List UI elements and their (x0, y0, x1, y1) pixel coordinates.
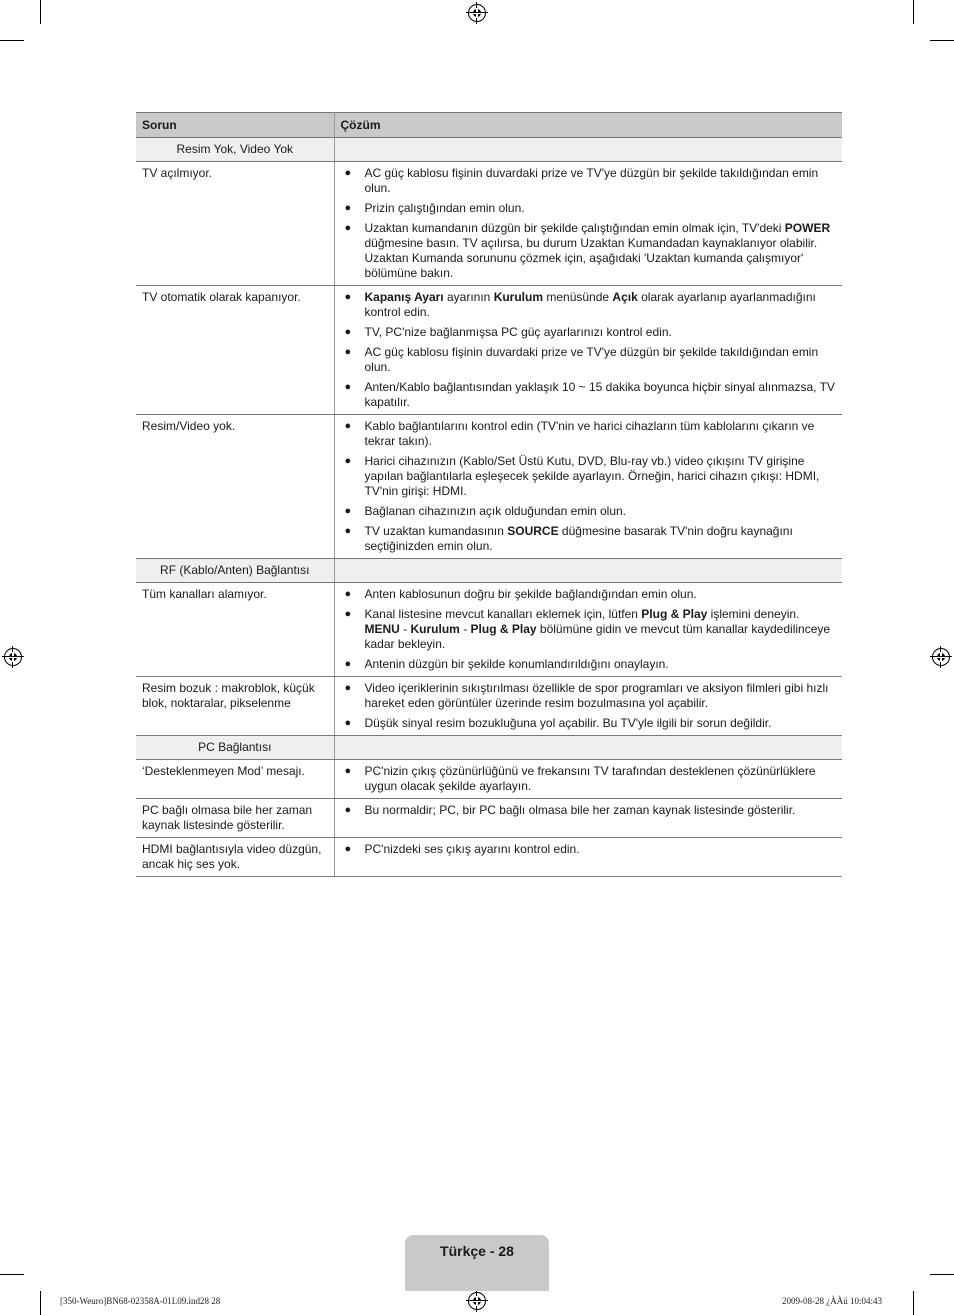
bullet-icon: ● (344, 381, 352, 393)
crop-mark (0, 1274, 24, 1275)
table-row (136, 799, 842, 838)
bullet-icon: ● (344, 202, 352, 214)
crop-mark (913, 1291, 914, 1315)
bullet-icon: ● (344, 765, 352, 777)
bullet-icon: ● (344, 608, 352, 620)
table-body (136, 138, 842, 877)
solution-item (341, 345, 837, 375)
solution-bold-text: SOURCE (507, 524, 559, 538)
solution-text: Antenin düzgün bir şekilde konumlandırıldığını onaylayın. (364, 657, 669, 671)
bullet-icon: ● (344, 682, 352, 694)
section-title: RF (Kablo/Anten) Bağlantısı (136, 559, 334, 583)
solution-text: TV, PC'nize bağlanmışsa PC güç ayarlarınızı kontrol edin. (364, 325, 672, 339)
registration-mark-icon (468, 1292, 486, 1310)
problem-cell: PC bağlı olmasa bile her zaman kaynak listesinde gösterilir. (136, 799, 334, 838)
problem-cell: TV otomatik olarak kapanıyor. (136, 286, 334, 415)
registration-mark-icon (468, 4, 486, 22)
solution-item (341, 504, 837, 519)
solution-list (341, 419, 837, 554)
solution-cell (334, 415, 842, 559)
solution-text: düğmesine basın. TV açılırsa, bu durum Uzaktan Kumandadan kaynaklanıyor olabilir. Uzaktan Kumanda sorununu çözmek için, aşağıdaki 'Uzaktan kumanda çalışmıyor' bölümüne bakın. (364, 236, 818, 280)
bullet-icon: ● (344, 222, 352, 234)
solution-item (341, 764, 837, 794)
solution-text: bölümüne gidin ve mevcut tüm kanallar kaydedilinceye kadar bekleyin. (364, 622, 831, 651)
solution-text: düğmesine basarak TV'nin doğru kaynağını seçtiğinizden emin olun. (364, 524, 793, 553)
page-number-tab (405, 1235, 549, 1291)
section-empty-cell (334, 559, 842, 583)
table-row (136, 162, 842, 286)
crop-mark (40, 0, 41, 24)
bullet-icon: ● (344, 717, 352, 729)
crop-mark (0, 40, 24, 41)
solution-item (341, 166, 837, 196)
solution-cell (334, 760, 842, 799)
troubleshooting-table (136, 112, 842, 877)
header-problem: Sorun (136, 113, 334, 138)
solution-text: ayarının (443, 290, 494, 304)
header-solution: Çözüm (334, 113, 842, 138)
bullet-icon: ● (344, 658, 352, 670)
section-row (136, 559, 842, 583)
solution-list (341, 764, 837, 794)
bullet-icon: ● (344, 525, 352, 537)
solution-bold-text: Kurulum (493, 290, 544, 304)
imprint-left: [350-Weuro]BN68-02358A-01L09.ind28 28 (60, 1296, 221, 1306)
solution-cell (334, 799, 842, 838)
solution-text: Düşük sinyal resim bozukluğuna yol açabilir. Bu TV'yle ilgili bir sorun değildir. (364, 716, 772, 730)
solution-bold-text: Plug & Play (470, 622, 537, 636)
solution-list (341, 166, 837, 281)
solution-list (341, 290, 837, 410)
table-row (136, 583, 842, 677)
table-row (136, 760, 842, 799)
solution-bold-text: MENU (364, 622, 400, 636)
solution-list (341, 803, 837, 818)
solution-item (341, 419, 837, 449)
solution-bold-text: Plug & Play (641, 607, 708, 621)
crop-mark (913, 0, 914, 24)
solution-bold-text: Açık (612, 290, 638, 304)
bullet-icon: ● (344, 455, 352, 467)
registration-mark-icon (932, 648, 950, 666)
solution-text: Uzaktan kumandanın düzgün bir şekilde çalıştığından emin olmak için, TV'deki (364, 221, 785, 235)
solution-item (341, 716, 837, 731)
solution-cell (334, 286, 842, 415)
solution-item (341, 454, 837, 499)
solution-item (341, 290, 837, 320)
solution-item (341, 842, 837, 857)
solution-cell (334, 838, 842, 877)
solution-text: olarak ayarlanıp ayarlanmadığını kontrol edin. (364, 290, 816, 319)
section-row (136, 736, 842, 760)
problem-cell: ‘Desteklenmeyen Mod’ mesajı. (136, 760, 334, 799)
problem-cell: Resim/Video yok. (136, 415, 334, 559)
solution-text: Anten/Kablo bağlantısından yaklaşık 10 ~ 15 dakika boyunca hiçbir sinyal alınmazsa, TV kapatılır. (364, 380, 835, 409)
solution-bold-text: Kurulum (410, 622, 460, 636)
solution-item (341, 380, 837, 410)
solution-text: AC güç kablosu fişinin duvardaki prize ve TV'ye düzgün bir şekilde takıldığından emin olun. (364, 345, 819, 374)
solution-text: Kablo bağlantılarını kontrol edin (TV'nin ve harici cihazların tüm kablolarını çıkarın ve tekrar takın). (364, 419, 815, 448)
solution-text: işlemini deneyin. (707, 607, 800, 621)
bullet-icon: ● (344, 420, 352, 432)
bullet-icon: ● (344, 326, 352, 338)
solution-item (341, 607, 837, 652)
imprint-right: 2009-08-28 ¿ÀÀü 10:04:43 (782, 1296, 882, 1306)
solution-bold-text: POWER (784, 221, 831, 235)
solution-list (341, 587, 837, 672)
solution-item (341, 201, 837, 216)
bullet-icon: ● (344, 346, 352, 358)
table-row (136, 415, 842, 559)
solution-item (341, 221, 837, 281)
solution-cell (334, 162, 842, 286)
bullet-icon: ● (344, 505, 352, 517)
bullet-icon: ● (344, 588, 352, 600)
solution-text: Prizin çalıştığından emin olun. (364, 201, 525, 215)
solution-text: Harici cihazınızın (Kablo/Set Üstü Kutu, DVD, Blu-ray vb.) video çıkışını TV girişine yapılan bağlantılarla eşleşecek şekilde ayarlayın. Örneğin, harici cihazın çıkışı: HDMI, TV'nin girişi: HDMI. (364, 454, 820, 498)
solution-text: AC güç kablosu fişinin duvardaki prize ve TV'ye düzgün bir şekilde takıldığından emin olun. (364, 166, 819, 195)
problem-cell: Tüm kanalları alamıyor. (136, 583, 334, 677)
solution-text: TV uzaktan kumandasının (364, 524, 508, 538)
problem-cell: TV açılmıyor. (136, 162, 334, 286)
solution-text: Video içeriklerinin sıkıştırılması özellikle de spor programları ve aksiyon filmleri gibi hızlı hareket eden görüntüler üzerinde resim bozulmasına yol açabilir. (364, 681, 829, 710)
table-row (136, 286, 842, 415)
registration-mark-icon (4, 648, 22, 666)
solution-item (341, 325, 837, 340)
solution-list (341, 842, 837, 857)
crop-mark (40, 1291, 41, 1315)
solution-item (341, 681, 837, 711)
solution-cell (334, 583, 842, 677)
solution-text: PC'nizdeki ses çıkış ayarını kontrol edin. (364, 842, 580, 856)
table-row (136, 677, 842, 736)
solution-cell (334, 677, 842, 736)
solution-text: Bağlanan cihazınızın açık olduğundan emin olun. (364, 504, 627, 518)
solution-text: menüsünde (543, 290, 613, 304)
crop-mark (930, 40, 954, 41)
solution-text: - (459, 622, 471, 636)
solution-item (341, 524, 837, 554)
bullet-icon: ● (344, 804, 352, 816)
solution-text: PC'nizin çıkış çözünürlüğünü ve frekansını TV tarafından desteklenen çözünürlüklere uygun olacak şekilde ayarlayın. (364, 764, 816, 793)
bullet-icon: ● (344, 167, 352, 179)
crop-mark (930, 1274, 954, 1275)
solution-text: Bu normaldir; PC, bir PC bağlı olmasa bile her zaman kaynak listesinde gösterilir. (364, 803, 796, 817)
table-header-row (136, 113, 842, 138)
solution-item (341, 657, 837, 672)
bullet-icon: ● (344, 291, 352, 303)
solution-text: Kanal listesine mevcut kanalları eklemek için, lütfen (364, 607, 642, 621)
page-label: Türkçe - 28 (440, 1243, 514, 1259)
section-title: Resim Yok, Video Yok (136, 138, 334, 162)
section-title: PC Bağlantısı (136, 736, 334, 760)
solution-list (341, 681, 837, 731)
solution-text: Anten kablosunun doğru bir şekilde bağlandığından emin olun. (364, 587, 697, 601)
solution-item (341, 803, 837, 818)
table-row (136, 838, 842, 877)
solution-item (341, 587, 837, 602)
solution-text: - (399, 622, 411, 636)
problem-cell: Resim bozuk : makroblok, küçük blok, noktaralar, pikselenme (136, 677, 334, 736)
section-empty-cell (334, 138, 842, 162)
problem-cell: HDMI bağlantısıyla video düzgün, ancak hiç ses yok. (136, 838, 334, 877)
bullet-icon: ● (344, 843, 352, 855)
solution-bold-text: Kapanış Ayarı (364, 290, 444, 304)
section-empty-cell (334, 736, 842, 760)
section-row (136, 138, 842, 162)
